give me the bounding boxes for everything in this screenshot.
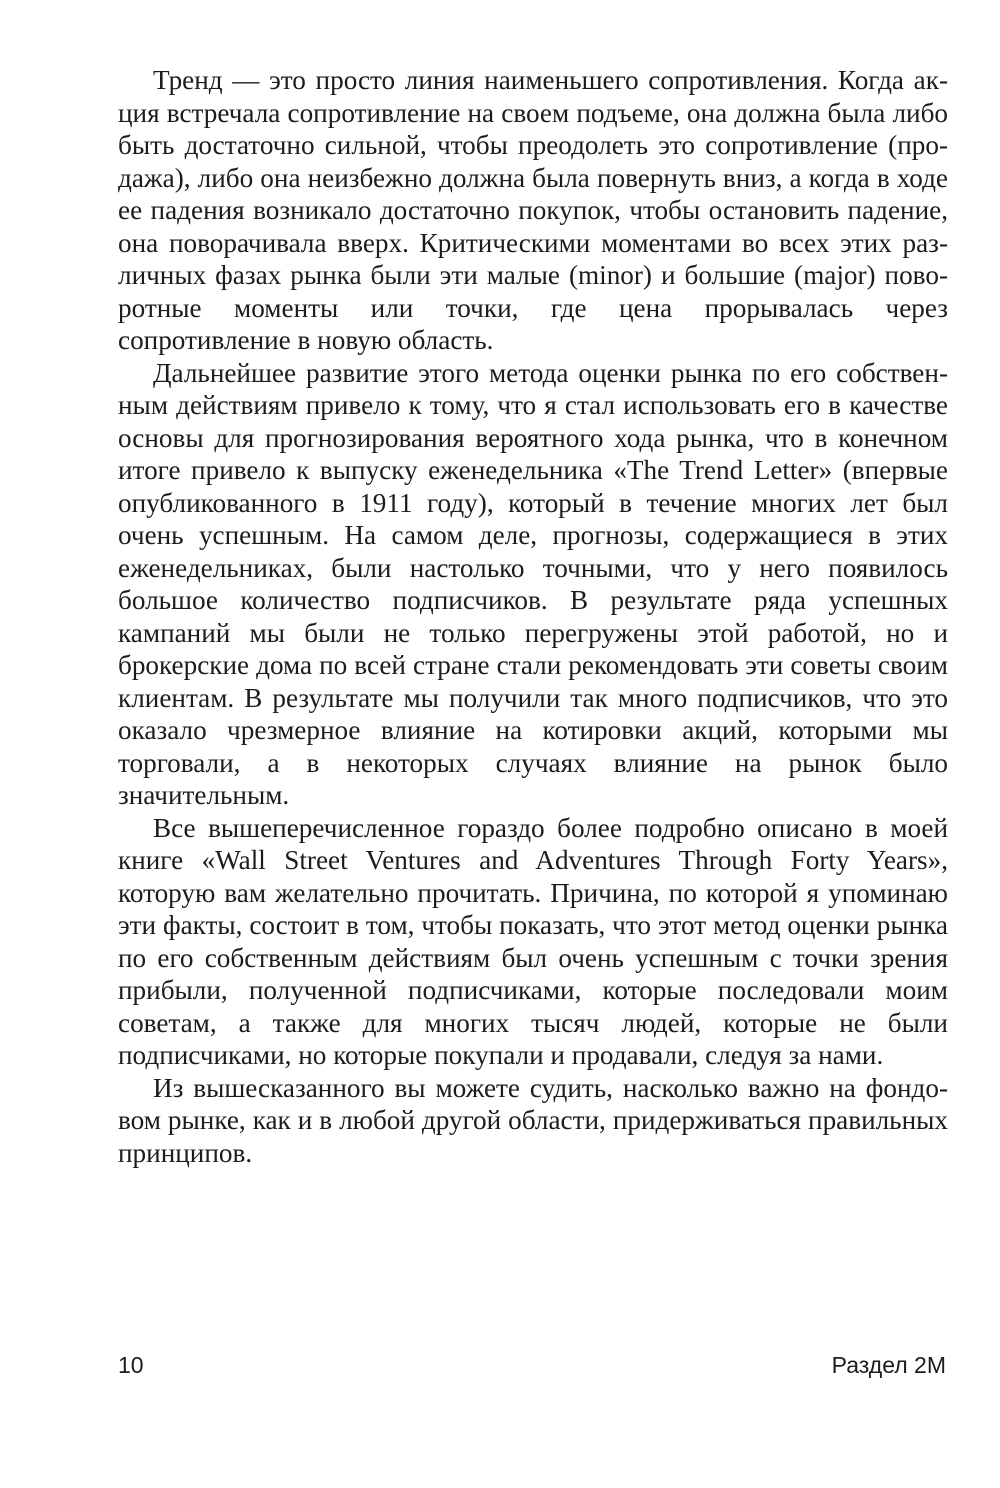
paragraph-3: Все вышеперечисленное гораздо более подробно описано в моей книге «Wall Street Ventures and Adventures Through Forty Years», которую вам желательно прочитать. Причина, по которой я упоминаю эти факты, состоит в том, чтобы показать, что этот метод оценки рынка по его собственным действиям был очень успешным с точки зрения прибыли, полученной подписчиками, которые последовали моим советам, а также для многих тысяч людей, которые не были подписчиками, но которые покупали и продавали, следуя за нами. — [118, 812, 948, 1070]
page-number: 10 — [118, 1352, 144, 1378]
paragraph-4: Из вышесказанного вы можете судить, насколько важно на фондовом рынке, как и в любой другой области, придерживаться правильных принципов. — [118, 1072, 948, 1168]
page-body — [118, 64, 948, 1169]
paragraph-2: Дальнейшее развитие этого метода оценки рынка по его собственным действиям привело к тому, что я стал использовать его в качестве основы для прогнозирования вероятного хода рынка, что в конечном итоге привело к выпуску еженедельника «The Trend Letter» (впервые опубликованного в 1911 году), который в течение многих лет был очень успешным. На самом деле, прогнозы, содержащиеся в этих еженедельниках, были настолько точными, что у него появилось большое количество подписчиков. В результате ряда успешных кампаний мы были не только перегружены этой работой, но и брокерские дома по всей стране стали рекомендовать эти советы своим клиентам. В результате мы получили так много подписчиков, что это оказало чрезмерное влияние на котировки акций, которыми мы торговали, а в некоторых случаях влияние на рынок было значительным. — [118, 357, 948, 810]
paragraph-1: Тренд — это просто линия наименьшего сопротивления. Когда акция встречала сопротивление на своем подъеме, она должна была либо быть достаточно сильной, чтобы преодолеть это сопротивление (продажа), либо она неизбежно должна была повернуть вниз, а когда в ходе ее падения возникало достаточно покупок, чтобы остановить падение, она поворачивала вверх. Критическими моментами во всех этих различных фазах рынка были эти малые (minor) и большие (major) поворотные моменты или точки, где цена прорывалась через сопротивление в новую область. — [118, 65, 948, 355]
section-label: Раздел 2M — [831, 1352, 946, 1378]
